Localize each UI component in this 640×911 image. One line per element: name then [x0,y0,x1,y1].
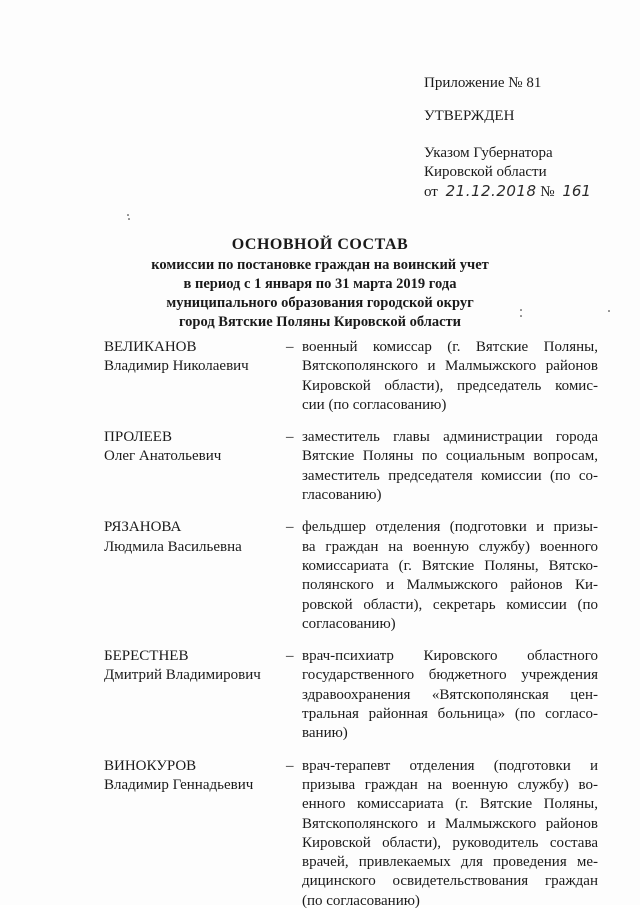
member-surname: ВИНОКУРОВ [104,757,197,774]
role-line: сии (по согласованию) [302,396,447,413]
title-line: муниципального образования городской округ [166,295,474,311]
title-main: ОСНОВНОЙ СОСТАВ [231,236,409,253]
date-prefix: от [424,184,438,200]
member-surname: ВЕЛИКАНОВ [104,339,197,355]
member-entry [104,338,609,415]
role-line: гласованию) [302,487,382,504]
number-prefix: № [540,184,555,200]
role-line: врачей, привлекаемых для проведения ме- [302,854,598,871]
title-line: в период с 1 января по 31 марта 2019 года [183,276,457,292]
scan-speck [608,310,610,312]
role-line: полянского и Малмыжского районов Ки- [302,577,598,594]
scan-speck [127,214,129,216]
member-entry [104,428,609,505]
decree-date-line [424,182,624,204]
decree-reference [424,144,624,204]
role-line: согласованию) [302,615,396,632]
role-line: Кировской области), председатель комис- [302,377,598,394]
decree-line-1: Указом Губернатора [424,145,553,161]
member-role [302,757,598,911]
member-role [302,647,598,743]
role-line: врач-психиатр Кировского областного [302,648,598,665]
member-given-names: Владимир Николаевич [104,358,249,375]
member-dash: – [286,339,294,355]
role-line: государственного бюджетного учреждения [302,667,598,684]
role-line: ровской области), секретарь комиссии (по [302,596,598,613]
role-line: Вятскополянского и Малмыжского районов [302,815,598,832]
approval-block [424,74,624,204]
scan-speck [128,218,130,220]
member-role [302,338,598,415]
scan-speck [520,315,522,317]
role-line: заместитель главы администрации города [302,429,598,446]
member-dash: – [286,648,294,665]
document-title [0,234,640,332]
role-line: фельдшер отделения (подготовки и призы- [302,519,598,536]
role-line: Вятскополянского и Малмыжского районов [302,358,598,375]
handwritten-date: 21.12.2018 [445,182,537,200]
member-surname: РЯЗАНОВА [104,519,182,536]
member-name [104,757,286,911]
member-given-names: Владимир Геннадьевич [104,776,254,793]
title-line: город Вятские Поляны Кировской области [178,314,462,330]
decree-line-2: Кировской области [424,164,547,180]
member-surname: ПРОЛЕЕВ [104,429,172,446]
approved-heading: УТВЕРЖДЕН [424,108,515,124]
handwritten-number: 161 [562,182,591,200]
member-entry [104,518,609,634]
role-line: Вятские Поляны по социальным вопросам, [302,448,598,465]
member-name [104,518,286,634]
role-line: ванию) [302,725,348,742]
member-entry [104,647,609,743]
member-given-names: Людмила Васильевна [104,538,242,555]
member-role [302,428,598,505]
member-dash: – [286,429,294,446]
role-line: Кировской области), руководитель состава [302,834,598,851]
role-line: (по согласованию) [302,892,420,909]
role-line: военный комиссар (г. Вятские Поляны, [302,339,598,355]
member-dash: – [286,757,294,774]
member-dash: – [286,519,294,536]
appendix-number: Приложение № 81 [424,75,542,91]
role-line: заместитель председателя комиссии (по со- [302,467,598,484]
role-line: врач-терапевт отделения (подготовки и [302,757,598,774]
member-name [104,338,286,415]
role-line: ва граждан на военную службу) военного [302,538,598,555]
members-list [104,338,609,911]
member-entry [104,757,609,911]
role-line: дицинского освидетельствования граждан [302,873,598,890]
role-line: енного комиссариата (г. Вятские Поляны, [302,796,598,813]
scan-speck [520,309,522,311]
member-name [104,428,286,505]
role-line: призыва граждан на военную службу) во- [302,776,598,793]
title-line: комиссии по постановке граждан на воинский учет [151,257,489,273]
member-given-names: Олег Анатольевич [104,448,222,465]
role-line: тральная районная больница» (по согласо- [302,706,598,723]
member-role [302,518,598,634]
role-line: здравоохранения «Вятскополянская цен- [302,686,598,703]
member-given-names: Дмитрий Владимирович [104,667,261,684]
role-line: комиссариата (г. Вятские Поляны, Вятско- [302,557,598,574]
member-surname: БЕРЕСТНЕВ [104,648,189,665]
member-name [104,647,286,743]
